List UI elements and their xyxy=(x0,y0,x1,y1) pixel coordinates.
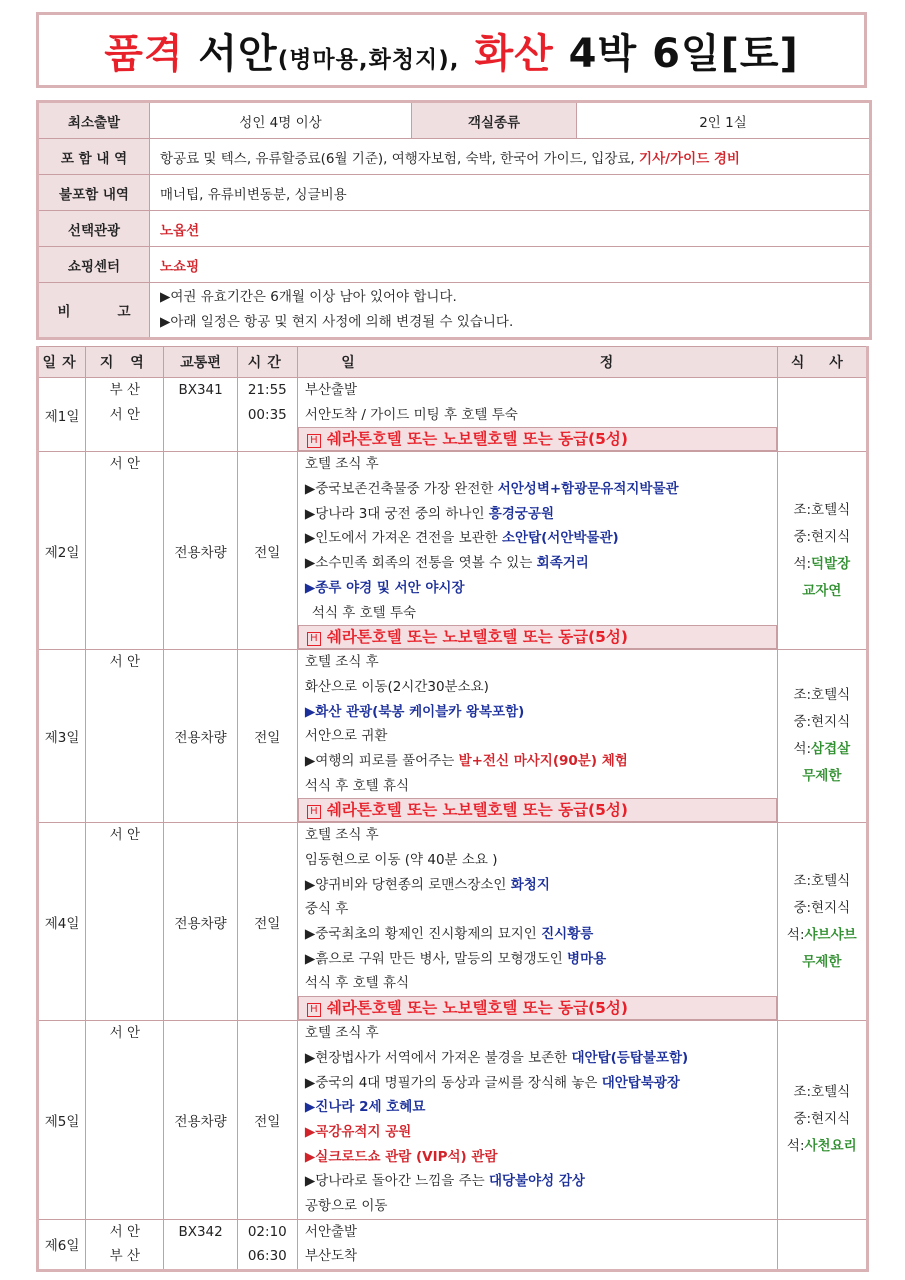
day1-schedule xyxy=(297,378,777,452)
day3-hotel xyxy=(298,798,777,822)
optional-tour-value: 노옵션 xyxy=(150,211,871,247)
day6-region-2: 부 산 xyxy=(109,1248,140,1265)
day6-region xyxy=(86,1219,164,1270)
day2-dinner xyxy=(778,551,866,578)
day2-hotel xyxy=(298,625,777,649)
day5-transport: 전용차량 xyxy=(164,1021,237,1220)
day4-lunch: 중:현지식 xyxy=(793,899,851,916)
remark-1: ▶여권 유효기간은 6개월 이상 남아 있어야 합니다. xyxy=(160,289,457,305)
day1-hotel-text: 쉐라톤호텔 또는 노보텔호텔 또는 동급(5성) xyxy=(326,430,628,449)
day5-item-7-place: 대당불야성 감상 xyxy=(488,1173,585,1190)
day4-item-5-place: 진시황릉 xyxy=(541,926,594,943)
day5-region xyxy=(86,1021,164,1220)
day3-transport: 전용차량 xyxy=(164,650,237,823)
day5-schedule xyxy=(297,1021,777,1220)
day3-item-5-text: ▶여행의 피로를 풀어주는 xyxy=(304,752,459,769)
day5-dinner-prefix: 석: xyxy=(786,1138,805,1155)
day2-item-3-place: 흥경궁공원 xyxy=(488,505,555,522)
day2-item-4-place: 소안탑(서안박물관) xyxy=(502,530,619,547)
day6-schedule xyxy=(297,1219,777,1270)
day4-dinner xyxy=(778,922,866,949)
day1-item-2: 서안도착 / 가이드 미팅 후 호텔 투숙 xyxy=(304,406,518,423)
day4-item-6 xyxy=(298,947,777,972)
day6-region-1: 서 안 xyxy=(109,1223,140,1240)
excluded-value: 매너팁, 유류비변동분, 싱글비용 xyxy=(150,175,871,211)
day4-label: 제4일 xyxy=(38,823,86,1021)
hotel-icon: H xyxy=(307,434,321,448)
day4-meal xyxy=(777,823,867,1021)
day3-dinner-extra: 무제한 xyxy=(802,768,842,785)
title-part-huashan: 화산 xyxy=(474,30,554,77)
day2-dinner-extra: 교자연 xyxy=(802,582,842,599)
day4-dinner-prefix: 석: xyxy=(786,926,805,943)
day4-breakfast: 조:호텔식 xyxy=(793,872,851,889)
remarks-value xyxy=(150,283,871,339)
day3-breakfast: 조:호텔식 xyxy=(793,687,851,704)
day4-hotel-text: 쉐라톤호텔 또는 노보텔호텔 또는 동급(5성) xyxy=(326,999,628,1018)
title-part-sub: (병마용,화청지), xyxy=(277,46,460,73)
title-part-premium: 품격 xyxy=(104,30,184,77)
day2-item-2 xyxy=(298,477,777,502)
day3-time: 전일 xyxy=(237,650,297,823)
hotel-icon: H xyxy=(307,805,321,819)
day4-region xyxy=(86,823,164,1021)
day6-time-1: 02:10 xyxy=(247,1223,287,1240)
day2-item-6: ▶종루 야경 및 서안 야시장 xyxy=(304,579,465,596)
day4-item-5 xyxy=(298,922,777,947)
day5-meal xyxy=(777,1021,867,1220)
day2-hotel-text: 쉐라톤호텔 또는 노보텔호텔 또는 동급(5성) xyxy=(326,628,628,647)
day3-item-1: 호텔 조식 후 xyxy=(304,654,379,671)
room-type-label: 객실종류 xyxy=(412,102,577,139)
day1-time-1: 21:55 xyxy=(247,382,287,398)
header-schedule: 일 정 xyxy=(297,347,777,378)
day5-item-3-place: 대안탑북광장 xyxy=(601,1074,680,1091)
day3-row xyxy=(38,650,868,823)
day4-schedule xyxy=(297,823,777,1021)
day4-item-6-text: ▶흙으로 구워 만든 병사, 말등의 모형갱도인 xyxy=(304,950,568,967)
day2-item-3 xyxy=(298,502,777,527)
day1-flight: BX341 xyxy=(178,382,223,398)
day2-label: 제2일 xyxy=(38,452,86,650)
day2-time: 전일 xyxy=(237,452,297,650)
day1-region-1: 부 산 xyxy=(109,382,140,398)
included-label: 포 함 내 역 xyxy=(38,139,150,175)
day2-breakfast: 조:호텔식 xyxy=(793,501,851,518)
day2-row xyxy=(38,452,868,650)
day2-transport: 전용차량 xyxy=(164,452,237,650)
day2-item-5-text: ▶소수민족 회족의 전통을 엿볼 수 있는 xyxy=(304,555,537,572)
day4-item-3 xyxy=(298,873,777,898)
day4-item-4: 중식 후 xyxy=(304,901,349,918)
day1-time xyxy=(237,378,297,452)
day3-dinner-menu: 삼겹살 xyxy=(811,741,851,758)
title-part-xian: 서안 xyxy=(198,30,278,77)
day6-meal xyxy=(777,1219,867,1270)
header-day: 일자 xyxy=(38,347,86,378)
day5-item-3-text: ▶중국의 4대 명필가의 동상과 글씨를 장식해 놓은 xyxy=(304,1074,602,1091)
title-part-nights: 4박 xyxy=(568,30,638,77)
day2-item-7: 석식 후 호텔 투숙 xyxy=(311,604,417,621)
day6-item-2: 부산도착 xyxy=(304,1248,358,1265)
day5-row xyxy=(38,1021,868,1220)
day4-item-2: 임동현으로 이동 (약 40분 소요 ) xyxy=(304,852,498,868)
day5-region-text: 서 안 xyxy=(109,1025,140,1042)
day3-dinner-prefix: 석: xyxy=(793,741,812,758)
day4-region-text: 서 안 xyxy=(109,827,140,844)
day4-hotel xyxy=(298,996,777,1020)
day5-lunch: 중:현지식 xyxy=(793,1111,851,1128)
day5-item-2-place: 대안탑(등탑불포함) xyxy=(571,1049,689,1066)
day4-dinner-menu: 샤브샤브 xyxy=(804,926,857,943)
day6-row xyxy=(38,1219,868,1270)
optional-tour-label: 선택관광 xyxy=(38,211,150,247)
remarks-label: 비 고 xyxy=(38,283,150,339)
day6-transport xyxy=(164,1219,237,1270)
day5-item-7 xyxy=(298,1169,777,1194)
day2-meal xyxy=(777,452,867,650)
day4-item-1: 호텔 조식 후 xyxy=(304,827,379,844)
day4-item-3-place: 화청지 xyxy=(510,876,550,893)
day5-item-7-text: ▶당나라로 돌아간 느낌을 주는 xyxy=(304,1173,489,1190)
header-region: 지 역 xyxy=(86,347,164,378)
day1-row xyxy=(38,378,868,452)
day3-item-5-activity: 발+전신 마사지(90분) 체험 xyxy=(458,752,628,769)
day3-item-2: 화산으로 이동(2시간30분소요) xyxy=(304,678,489,695)
day4-row xyxy=(38,823,868,1021)
day4-transport: 전용차량 xyxy=(164,823,237,1021)
included-red-text: 기사/가이드 경비 xyxy=(639,150,740,167)
included-value xyxy=(150,139,871,175)
day6-time xyxy=(237,1219,297,1270)
day3-meal xyxy=(777,650,867,823)
day4-item-6-place: 병마용 xyxy=(567,950,607,967)
day5-item-3 xyxy=(298,1071,777,1096)
day5-item-2-text: ▶현장법사가 서역에서 가져온 불경을 보존한 xyxy=(304,1049,572,1066)
day5-dinner-menu: 사천요리 xyxy=(804,1138,857,1155)
day5-time: 전일 xyxy=(237,1021,297,1220)
day2-item-4 xyxy=(298,526,777,551)
day4-dinner-extra: 무제한 xyxy=(802,953,842,970)
itinerary-table xyxy=(36,346,869,1272)
day2-item-2-text: ▶중국보존건축물중 가장 완전한 xyxy=(304,481,498,498)
day2-dinner-prefix: 석: xyxy=(793,555,812,572)
included-text: 항공료 및 텍스, 유류할증료(6월 기준), 여행자보험, 숙박, 한국어 가이드, 입장료, xyxy=(160,150,635,167)
header-time: 시간 xyxy=(237,347,297,378)
day2-item-2-place: 서안성벽+함광문유적지박물관 xyxy=(497,481,679,498)
day1-time-2: 00:35 xyxy=(247,406,287,423)
day6-flight: BX342 xyxy=(178,1223,223,1240)
remark-2: ▶아래 일정은 항공 및 현지 사정에 의해 변경될 수 있습니다. xyxy=(160,314,514,330)
day6-item-1: 서안출발 xyxy=(304,1223,358,1240)
day1-label: 제1일 xyxy=(38,378,86,452)
day5-dinner xyxy=(778,1133,866,1160)
day5-item-4: ▶진나라 2세 호혜묘 xyxy=(304,1099,426,1116)
day5-breakfast: 조:호텔식 xyxy=(793,1084,851,1101)
day4-time: 전일 xyxy=(237,823,297,1021)
day6-time-2: 06:30 xyxy=(247,1248,287,1265)
header-transport: 교통편 xyxy=(164,347,237,378)
day1-meal xyxy=(777,378,867,452)
day2-schedule xyxy=(297,452,777,650)
page-title xyxy=(104,22,799,79)
day2-item-1: 호텔 조식 후 xyxy=(304,456,379,473)
title-banner xyxy=(36,12,867,88)
day2-region xyxy=(86,452,164,650)
day5-item-6: ▶실크로드쇼 관람 (VIP석) 관람 xyxy=(304,1148,498,1165)
day5-item-2 xyxy=(298,1046,777,1071)
day3-hotel-text: 쉐라톤호텔 또는 노보텔호텔 또는 동급(5성) xyxy=(326,801,628,820)
day3-dinner xyxy=(778,736,866,763)
day3-item-6: 석식 후 호텔 휴식 xyxy=(304,777,410,794)
shopping-label: 쇼핑센터 xyxy=(38,247,150,283)
day3-item-4: 서안으로 귀환 xyxy=(304,728,388,745)
day3-schedule xyxy=(297,650,777,823)
day3-item-3: ▶화산 관광(북봉 케이블카 왕복포함) xyxy=(304,703,525,720)
day2-lunch: 중:현지식 xyxy=(793,528,851,545)
day1-region-2: 서 안 xyxy=(109,406,140,423)
day4-item-3-text: ▶양귀비와 당현종의 로맨스장소인 xyxy=(304,876,511,893)
day2-dinner-menu: 덕발장 xyxy=(811,555,851,572)
day3-lunch: 중:현지식 xyxy=(793,714,851,731)
day2-region-text: 서 안 xyxy=(109,456,140,473)
day3-label: 제3일 xyxy=(38,650,86,823)
day5-label: 제5일 xyxy=(38,1021,86,1220)
day3-region xyxy=(86,650,164,823)
header-meal: 식 사 xyxy=(777,347,867,378)
day2-item-5-place: 회족거리 xyxy=(536,555,589,572)
day4-item-5-text: ▶중국최초의 황제인 진시황제의 묘지인 xyxy=(304,926,542,943)
info-table xyxy=(36,100,872,340)
day6-label: 제6일 xyxy=(38,1219,86,1270)
day2-item-5 xyxy=(298,551,777,576)
title-part-days: 6일[토] xyxy=(652,30,799,77)
hotel-icon: H xyxy=(307,632,321,646)
day5-item-8: 공항으로 이동 xyxy=(304,1197,388,1214)
day5-item-1: 호텔 조식 후 xyxy=(304,1025,379,1042)
room-type-value: 2인 1실 xyxy=(577,102,871,139)
hotel-icon: H xyxy=(307,1003,321,1017)
day1-transport xyxy=(164,378,237,452)
day2-item-4-text: ▶인도에서 가져온 견전을 보관한 xyxy=(304,530,502,547)
day1-item-1: 부산출발 xyxy=(304,382,358,398)
min-departure-value: 성인 4명 이상 xyxy=(150,102,412,139)
shopping-value: 노쇼핑 xyxy=(150,247,871,283)
day5-item-5: ▶곡강유적지 공원 xyxy=(304,1123,412,1140)
day1-hotel xyxy=(298,427,777,451)
excluded-label: 불포함 내역 xyxy=(38,175,150,211)
day3-region-text: 서 안 xyxy=(109,654,140,671)
day2-item-3-text: ▶당나라 3대 궁전 중의 하나인 xyxy=(304,505,489,522)
day3-item-5 xyxy=(298,749,777,774)
day4-item-7: 석식 후 호텔 휴식 xyxy=(304,975,410,992)
min-departure-label: 최소출발 xyxy=(38,102,150,139)
day1-region xyxy=(86,378,164,452)
